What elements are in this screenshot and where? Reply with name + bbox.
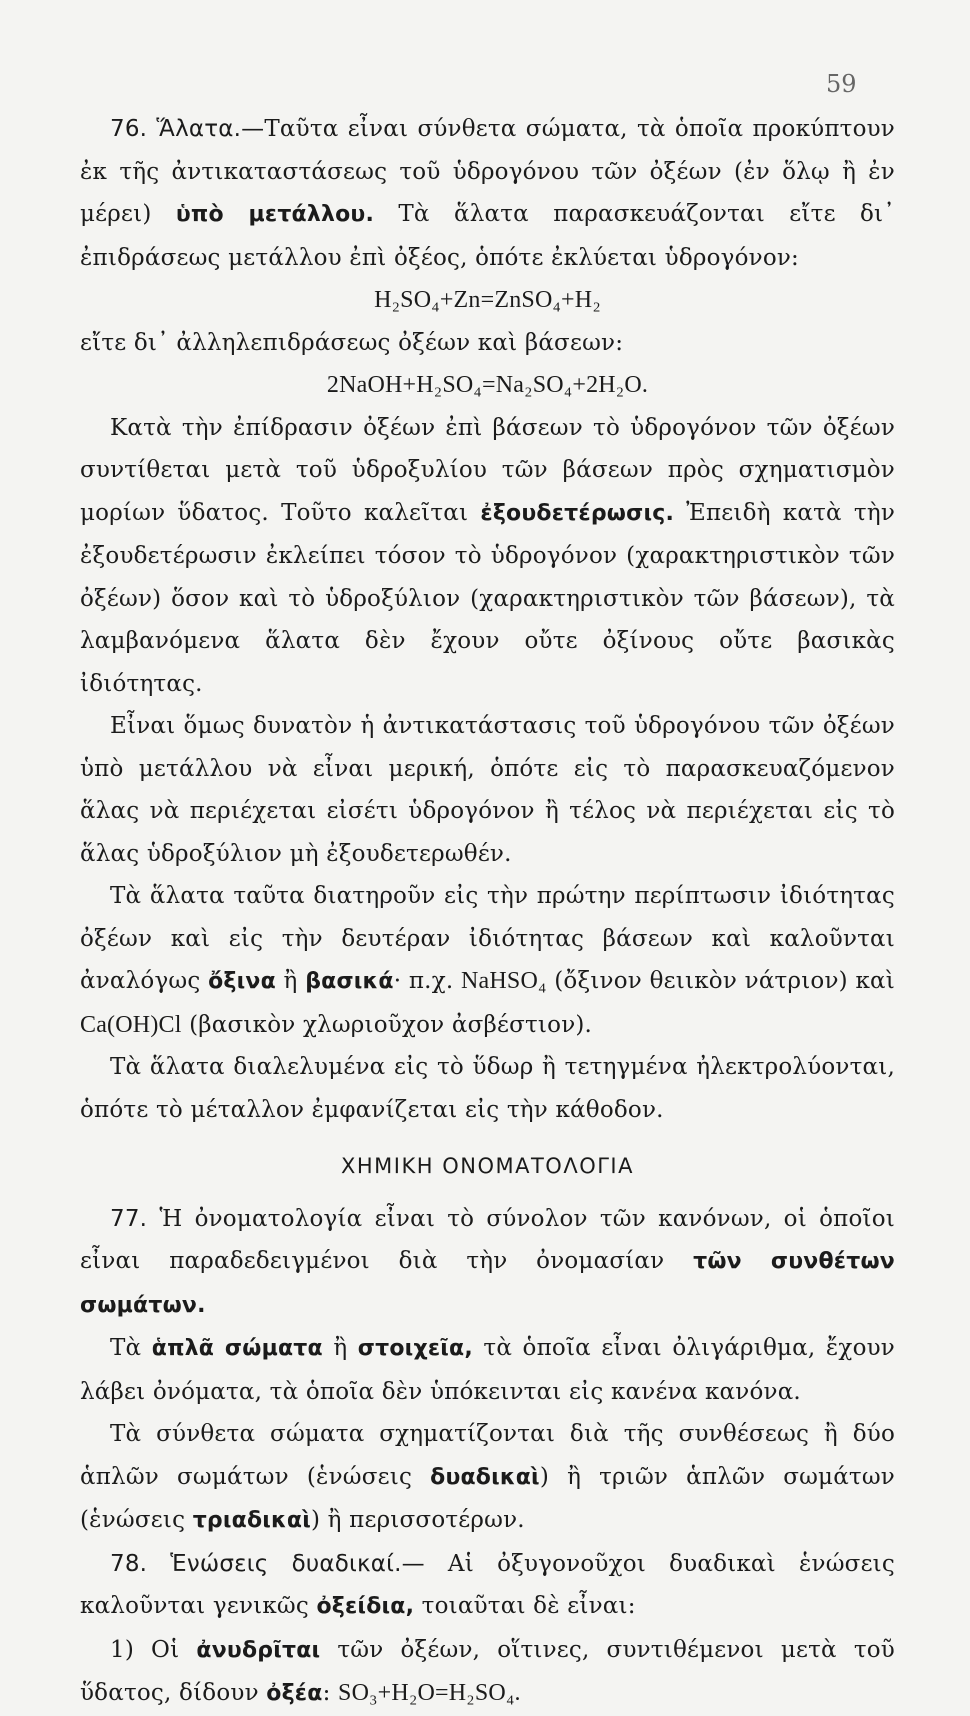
- paragraph-78: 78. Ἑνώσεις δυαδικαί.— Αἱ ὀξυγονοῦχοι δυαδικαὶ ἑνώσεις καλοῦνται γενικῶς ὀξείδια, τοιαῦται δὲ εἶναι:: [80, 1550, 895, 1619]
- bold-term: ὀξέα: [266, 1681, 323, 1706]
- page-body: [80, 108, 895, 1716]
- bold-term: στοιχεῖα,: [357, 1336, 473, 1361]
- formula: SO₃+H₂O=H₂SO₄.: [338, 1680, 521, 1706]
- bold-term: τῶν συνθέτων σωμάτων.: [80, 1249, 895, 1318]
- bold-term: ἀνυδρῖται: [196, 1637, 321, 1663]
- equation-1: H₂SO₄+Zn=ZnSO₄+H₂: [374, 287, 601, 313]
- formula: Ca(OH)Cl: [80, 1011, 182, 1038]
- bold-term: βασικά: [305, 969, 394, 994]
- paragraph-compounds: Τὰ σύνθετα σώματα σχηματίζονται διὰ τῆς συνθέσεως ἢ δύο ἁπλῶν σωμάτων (ἑνώσεις δυαδικαὶ) ἢ τριῶν ἁπλῶν σωμάτων (ἑνώσεις τριαδικαὶ) ἢ περισσοτέρων.: [80, 1421, 895, 1533]
- page-number: 59: [826, 70, 857, 98]
- paragraph-acid-basic: Τὰ ἅλατα ταῦτα διατηροῦν εἰς τὴν πρώτην περίπτωσιν ἰδιότητας ὀξέων καὶ εἰς τὴν δευτέραν ἰδιότητας βάσεων καὶ καλοῦνται ἀναλόγως ὄξινα ἢ βασικά· π.χ. NaHSO₄ (ὄξινον θειικὸν νάτριον) καὶ Ca(OH)Cl (βασικὸν χλωριοῦχον ἀσβέστιον).: [80, 883, 895, 1038]
- heading-76: 76. Ἅλατα.—: [110, 116, 265, 142]
- equation-2: 2NaOH+H₂SO₄=Na₂SO₄+2H₂O.: [326, 372, 649, 398]
- bold-term: ἁπλᾶ σώματα: [151, 1336, 323, 1361]
- paragraph-76-cont: εἴτε δι᾿ ἀλληλεπιδράσεως ὀξέων καὶ βάσεων:: [80, 329, 624, 356]
- bold-term: τριαδικαὶ: [192, 1508, 311, 1533]
- bold-term: ὑπὸ μετάλλου.: [175, 202, 375, 227]
- section-title: ΧΗΜΙΚΗ ΟΝΟΜΑΤΟΛΟΓΙΑ: [341, 1154, 634, 1178]
- bold-term: ὄξινα: [208, 969, 276, 994]
- heading-78: 78. Ἑνώσεις δυαδικαί.—: [110, 1550, 425, 1577]
- bold-term: ἐξουδετέρωσις.: [480, 500, 675, 526]
- paragraph-partial: Εἶναι ὅμως δυνατὸν ἡ ἀντικατάστασις τοῦ ὑδρογόνου τῶν ὀξέων ὑπὸ μετάλλου νὰ εἶναι μερική, ὁπότε εἰς τὸ παρασκευαζόμενον ἅλας νὰ περιέχεται εἰσέτι ὑδρογόνον ἢ τέλος νὰ περιέχεται εἰς τὸ ἅλας ὑδροξύλιον μὴ ἐξουδετερωθέν.: [80, 713, 895, 867]
- paragraph-elements: Τὰ ἁπλᾶ σώματα ἢ στοιχεῖα, τὰ ὁποῖα εἶναι ὀλιγάριθμα, ἔχουν λάβει ὀνόματα, τὰ ὁποῖα δὲν ὑπόκεινται εἰς κανένα κανόνα.: [80, 1335, 895, 1405]
- list-item-1: 1) Οἱ ἀνυδρῖται τῶν ὀξέων, οἵτινες, συντιθέμενοι μετὰ τοῦ ὕδατος, δίδουν ὀξέα: SO₃+H₂O=H₂SO₄.: [80, 1636, 895, 1706]
- paragraph-electrolysis: Τὰ ἅλατα διαλελυμένα εἰς τὸ ὕδωρ ἢ τετηγμένα ἠλεκτρολύονται, ὁπότε τὸ μέταλλον ἐμφανίζεται εἰς τὴν κάθοδον.: [80, 1054, 895, 1123]
- bold-term: ὀξείδια,: [316, 1594, 415, 1619]
- bold-term: δυαδικαὶ: [430, 1464, 540, 1490]
- paragraph-76: 76. Ἅλατα.—Ταῦτα εἶναι σύνθετα σώματα, τὰ ὁποῖα προκύπτουν ἐκ τῆς ἀντικαταστάσεως τοῦ ὑδρογόνου τῶν ὀξέων (ἐν ὅλῳ ἢ ἐν μέρει) ὑπὸ μετάλλου. Τὰ ἅλατα παρασκευάζονται εἴτε δι᾿ ἐπιδράσεως μετάλλου ἐπὶ ὀξέος, ὁπότε ἐκλύεται ὑδρογόνον:: [80, 116, 895, 271]
- paragraph-77: 77. Ἡ ὀνοματολογία εἶναι τὸ σύνολον τῶν κανόνων, οἱ ὁποῖοι εἶναι παραδεδειγμένοι διὰ τὴν ὀνομασίαν τῶν συνθέτων σωμάτων.: [80, 1205, 895, 1318]
- formula: NaHSO₄: [461, 968, 547, 994]
- heading-77: 77.: [110, 1205, 148, 1232]
- paragraph-neutralization: Κατὰ τὴν ἐπίδρασιν ὀξέων ἐπὶ βάσεων τὸ ὑδρογόνον τῶν ὀξέων συντίθεται μετὰ τοῦ ὑδροξυλίου τῶν βάσεων πρὸς σχηματισμὸν μορίων ὕδατος. Τοῦτο καλεῖται ἐξουδετέρωσις. Ἐπειδὴ κατὰ τὴν ἐξουδετέρωσιν ἐκλείπει τόσον τὸ ὑδρογόνον (χαρακτηριστικὸν τῶν ὀξέων) ὅσον καὶ τὸ ὑδροξύλιον (χαρακτηριστικὸν τῶν βάσεων), τὰ λαμβανόμενα ἅλατα δὲν ἔχουν οὔτε ὀξίνους οὔτε βασικὰς ἰδιότητας.: [80, 414, 895, 697]
